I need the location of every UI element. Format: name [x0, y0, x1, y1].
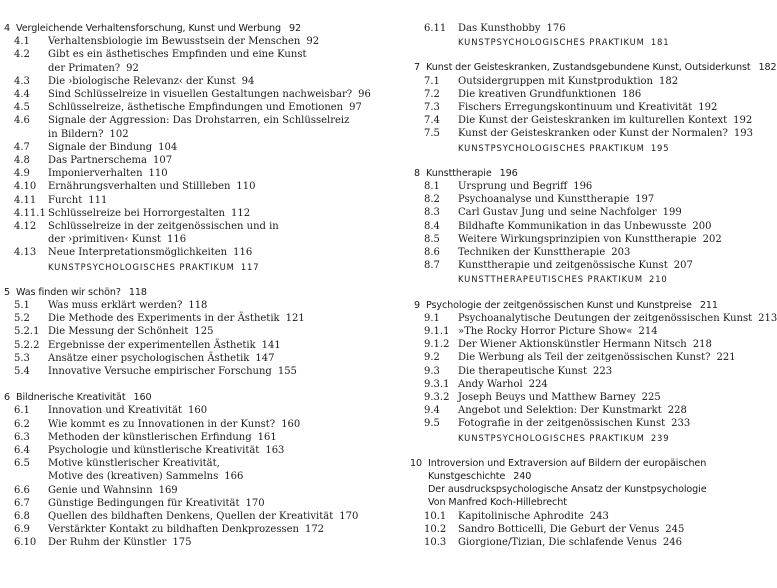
section-title: Signale der Aggression: Das Drohstarren, ein Schlüsselreiz — [48, 115, 350, 127]
page-number: 195 — [650, 142, 670, 153]
page-number: 182 — [758, 62, 777, 74]
page-number: 243 — [589, 510, 609, 522]
section-number: 8.2 — [424, 194, 440, 206]
section-number: 6.9 — [14, 524, 30, 536]
section-number: 7.2 — [424, 88, 440, 100]
section-number: 8.4 — [424, 220, 440, 232]
section-number: 9.2 — [424, 352, 440, 364]
section-number: 5.2 — [14, 313, 30, 325]
page-number: 92 — [288, 23, 301, 34]
page-number: 199 — [662, 207, 682, 219]
section-number: 6.11 — [424, 23, 447, 34]
section-number: 6.10 — [14, 537, 37, 549]
section-title: Gibt es ein ästhetisches Empfinden und eine Kunst — [48, 49, 307, 61]
praktikum-title: KUNSTPSYCHOLOGISCHES PRAKTIKUM 117 — [48, 261, 260, 272]
chapter-number: 7 — [414, 62, 421, 74]
section-number: 10.1 — [424, 510, 447, 522]
page-number: 160 — [187, 405, 208, 417]
section-number: 9.1 — [424, 312, 440, 324]
section-title: Outsidergruppen mit Kunstproduktion 182 — [458, 75, 679, 87]
section-number: 4.11.1 — [14, 207, 46, 219]
section-number: 7.5 — [424, 128, 440, 140]
section-title: der ›primitiven‹ Kunst 116 — [48, 234, 187, 246]
page-number: 92 — [126, 62, 139, 74]
page-number: 170 — [245, 497, 265, 509]
section-number: 10.3 — [424, 537, 447, 548]
page-number: 228 — [667, 405, 687, 417]
page-number: 197 — [635, 194, 655, 206]
section-title: Furcht 111 — [48, 194, 108, 206]
section-number: 4.5 — [14, 102, 30, 114]
section-number: 4.9 — [14, 168, 30, 180]
page-number: 172 — [304, 524, 325, 536]
section-number: 8.6 — [424, 247, 440, 258]
section-title: Psychologie und künstlerische Kreativität 163 — [48, 445, 285, 456]
section-number: 5.3 — [14, 352, 30, 364]
chapter-number: 10 — [410, 457, 423, 469]
page-number: 111 — [88, 194, 108, 206]
praktikum-title: KUNSTPSYCHOLOGISCHES PRAKTIKUM 195 — [458, 142, 670, 153]
section-number: 6.1 — [14, 405, 30, 417]
section-title: Die Kunst der Geisteskranken im kulturellen Kontext 192 — [458, 115, 753, 127]
chapter-title: Der ausdruckspsychologische Ansatz der Kunstpsychologie — [428, 484, 707, 496]
chapter-title: Von Manfred Koch-Hillebrecht — [428, 497, 567, 509]
section-title: Schlüsselreize bei Horrorgestalten 112 — [48, 207, 251, 219]
section-number: 8.5 — [424, 233, 440, 245]
section-title: Ansätze einer psychologischen Ästhetik 147 — [48, 352, 275, 364]
section-title: Die therapeutische Kunst 223 — [458, 365, 613, 377]
page-number: 110 — [236, 181, 256, 193]
page-number: 192 — [698, 102, 718, 113]
section-title: Giorgione/Tizian, Die schlafende Venus 246 — [458, 537, 682, 548]
toc-chapter — [414, 299, 718, 313]
page-number: 116 — [233, 247, 253, 259]
toc-chapter-continuation — [428, 470, 531, 484]
section-number: 4.3 — [14, 75, 30, 87]
section-number: 4.1 — [14, 36, 30, 48]
page-number: 224 — [528, 378, 548, 390]
section-number: 5.4 — [14, 366, 30, 377]
section-title: Innovative Versuche empirischer Forschung 155 — [48, 366, 297, 377]
section-title: Fischers Erregungskontinuum und Kreativität 192 — [458, 102, 718, 113]
section-title: Verhaltensbiologie im Bewusstsein der Menschen 92 — [48, 36, 320, 48]
page-number: 166 — [224, 471, 244, 483]
page-number: 218 — [692, 339, 712, 351]
page-number: 155 — [277, 366, 297, 377]
section-title: Sandro Botticelli, Die Geburt der Venus 245 — [458, 523, 685, 535]
section-number: 9.5 — [424, 418, 440, 430]
page-number: 202 — [702, 233, 722, 245]
section-number: 8.7 — [424, 260, 440, 272]
page-number: 125 — [194, 326, 214, 338]
chapter-number: 9 — [414, 299, 421, 311]
section-number: 8.1 — [424, 181, 440, 192]
page-number: 200 — [692, 220, 712, 232]
page-number: 92 — [306, 36, 320, 48]
section-title: Die Methode des Experiments in der Ästhetik 121 — [48, 313, 305, 325]
chapter-title: Bildnerische Kreativität — [16, 392, 126, 404]
page-number: 176 — [546, 23, 566, 34]
section-title: Ergebnisse der experimentellen Ästhetik 141 — [48, 339, 281, 351]
page-number: 239 — [650, 432, 670, 443]
section-title: Ernährungsverhalten und Stillleben 110 — [48, 181, 256, 193]
page-number: 160 — [281, 418, 301, 430]
section-title: Neue Interpretationsmöglichkeiten 116 — [48, 247, 253, 259]
page-number: 225 — [641, 392, 661, 403]
page-number: 213 — [758, 312, 777, 324]
section-title: Methoden der künstlerischen Erfindung 161 — [48, 431, 277, 443]
section-number: 9.1.1 — [424, 326, 450, 337]
page-number: 97 — [349, 102, 362, 114]
page-number: 223 — [592, 365, 613, 377]
section-number: 5.2.2 — [14, 339, 40, 351]
toc-chapter — [4, 286, 147, 300]
section-number: 6.2 — [14, 418, 30, 430]
section-title: in Bildern? 102 — [48, 128, 129, 140]
toc-chapter — [410, 457, 706, 471]
page-number: 192 — [733, 115, 753, 127]
section-title: Motive künstlerischer Kreativität, — [48, 458, 220, 470]
page-number: 141 — [261, 339, 281, 351]
page-number: 118 — [128, 286, 147, 298]
page-number: 118 — [188, 300, 208, 311]
chapter-title: Kunstgeschichte — [428, 471, 506, 482]
section-title: Schlüsselreize in der zeitgenössischen und in — [48, 221, 279, 232]
chapter-number: 4 — [4, 23, 11, 34]
section-title: Der Wiener Aktionskünstler Hermann Nitsch 218 — [458, 339, 712, 351]
page-number: 193 — [733, 128, 753, 140]
chapter-number: 5 — [4, 286, 11, 298]
section-number: 6.3 — [14, 431, 30, 443]
section-title: Der Ruhm der Künstler 175 — [48, 537, 192, 549]
section-title: Bildhafte Kommunikation in das Unbewusste 200 — [458, 220, 712, 232]
section-title: Kunst der Geisteskranken oder Kunst der Normalen? 193 — [458, 128, 753, 140]
page-number: 110 — [148, 168, 168, 180]
section-title: Schlüsselreize, ästhetische Empfindungen und Emotionen 97 — [48, 102, 362, 114]
page-number: 210 — [648, 274, 668, 285]
section-title: Die Werbung als Teil der zeitgenössischen Kunst? 221 — [458, 352, 736, 364]
page-number: 211 — [699, 299, 718, 311]
section-title: Psychoanalytische Deutungen der zeitgenössischen Kunst 213 — [458, 312, 777, 324]
section-number: 9.1.2 — [424, 339, 450, 351]
page-number: 147 — [255, 352, 275, 364]
page-number: 117 — [240, 261, 260, 272]
section-title: Das Kunsthobby 176 — [458, 23, 566, 34]
page-number: 246 — [662, 537, 682, 548]
chapter-number: 6 — [4, 392, 11, 404]
chapter-number: 8 — [414, 167, 421, 179]
page-number: 112 — [230, 207, 251, 219]
page-number: 182 — [659, 75, 679, 87]
section-title: Carl Gustav Jung und seine Nachfolger 199 — [458, 207, 682, 219]
section-number: 7.4 — [424, 115, 440, 127]
section-title: Die ›biologische Relevanz‹ der Kunst 94 — [48, 75, 255, 87]
section-title: Quellen des bildhaften Denkens, Quellen der Kreativität 170 — [48, 511, 359, 522]
section-number: 6.6 — [14, 484, 30, 496]
section-title: »The Rocky Horror Picture Show« 214 — [458, 326, 658, 337]
section-number: 5.1 — [14, 300, 30, 311]
toc-chapter — [4, 391, 152, 405]
page-number: 233 — [671, 418, 691, 430]
section-title: Psychoanalyse und Kunsttherapie 197 — [458, 194, 655, 206]
page-number: 116 — [167, 234, 187, 246]
section-title: Verstärkter Kontakt zu bildhaften Denkprozessen 172 — [48, 524, 325, 536]
section-number: 9.3 — [424, 365, 440, 377]
page-number: 214 — [638, 326, 658, 337]
toc-chapter-continuation — [428, 483, 707, 497]
page-number: 170 — [339, 511, 359, 522]
page-number: 186 — [622, 88, 642, 100]
section-number: 4.12 — [14, 221, 37, 232]
chapter-title: Was finden wir schön? — [16, 286, 121, 298]
praktikum-title: KUNSTPSYCHOLOGISCHES PRAKTIKUM 239 — [458, 432, 670, 443]
section-number: 6.8 — [14, 511, 30, 522]
toc-chapter — [4, 22, 301, 36]
toc-chapter — [414, 167, 518, 181]
section-title: Genie und Wahnsinn 169 — [48, 484, 178, 496]
section-number: 9.3.1 — [424, 378, 450, 390]
section-title: Was muss erklärt werden? 118 — [48, 300, 208, 311]
section-title: Techniken der Kunsttherapie 203 — [458, 247, 631, 258]
section-number: 6.4 — [14, 445, 30, 456]
page-number: 203 — [611, 247, 631, 258]
section-title: der Primaten? 92 — [48, 62, 139, 74]
page-number: 196 — [499, 167, 518, 179]
section-number: 9.4 — [424, 405, 440, 417]
chapter-title: Psychologie der zeitgenössischen Kunst und Kunstpreise — [426, 299, 692, 311]
page-number: 245 — [665, 523, 685, 535]
page-number: 102 — [109, 128, 129, 140]
chapter-title: Introversion und Extraversion auf Bildern der europäischen — [428, 457, 707, 469]
section-number: 9.3.2 — [424, 392, 450, 403]
section-title: Imponierverhalten 110 — [48, 168, 168, 180]
page-number: 121 — [285, 313, 305, 325]
section-title: Kapitolinische Aphrodite 243 — [458, 510, 609, 522]
section-number: 4.10 — [14, 181, 37, 193]
section-number: 7.3 — [424, 102, 440, 113]
page-number: 94 — [241, 75, 255, 87]
section-title: Kunsttherapie und zeitgenössische Kunst 207 — [458, 260, 693, 272]
section-number: 7.1 — [424, 75, 440, 87]
page-number: 107 — [153, 155, 173, 166]
section-title: Joseph Beuys und Matthew Barney 225 — [458, 392, 661, 403]
section-number: 5.2.1 — [14, 326, 40, 338]
praktikum-title: KUNSTPSYCHOLOGISCHES PRAKTIKUM 181 — [458, 37, 670, 48]
page-number: 104 — [158, 141, 178, 153]
section-number: 4.2 — [14, 49, 30, 61]
section-number: 4.11 — [14, 194, 37, 206]
section-title: Weitere Wirkungsprinzipien von Kunsttherapie 202 — [458, 233, 722, 245]
page-number: 207 — [673, 260, 693, 272]
section-title: Innovation und Kreativität 160 — [48, 405, 208, 417]
page-number: 196 — [573, 181, 593, 192]
section-number: 6.5 — [14, 458, 30, 470]
section-number: 4.6 — [14, 115, 30, 127]
section-title: Andy Warhol 224 — [458, 378, 548, 390]
section-number: 4.13 — [14, 247, 37, 259]
section-title: Ursprung und Begriff 196 — [458, 181, 593, 192]
page-number: 160 — [133, 392, 152, 404]
section-title: Das Partnerschema 107 — [48, 155, 173, 166]
section-title: Fotografie in der zeitgenössischen Kunst 233 — [458, 418, 691, 430]
section-title: Die Messung der Schönheit 125 — [48, 326, 214, 338]
section-title: Die kreativen Grundfunktionen 186 — [458, 88, 642, 100]
section-title: Motive des (kreativen) Sammelns 166 — [48, 471, 244, 483]
page-number: 240 — [513, 471, 532, 482]
page-number: 163 — [265, 445, 285, 456]
page-number: 96 — [358, 89, 371, 100]
section-number: 4.7 — [14, 141, 30, 153]
section-number: 4.4 — [14, 89, 30, 100]
section-title: Angebot und Selektion: Der Kunstmarkt 228 — [458, 405, 687, 417]
page-number: 175 — [172, 537, 192, 549]
chapter-title: Kunsttherapie — [426, 167, 492, 179]
toc-chapter-continuation — [428, 496, 567, 510]
page-number: 221 — [716, 352, 736, 364]
section-number: 6.7 — [14, 497, 30, 509]
page-number: 169 — [158, 484, 178, 496]
section-number: 4.8 — [14, 155, 30, 166]
section-title: Wie kommt es zu Innovationen in der Kunst? 160 — [48, 418, 301, 430]
chapter-title: Kunst der Geisteskranken, Zustandsgebundene Kunst, Outsiderkunst — [426, 62, 751, 74]
praktikum-title: KUNSTTHERAPEUTISCHES PRAKTIKUM 210 — [458, 274, 668, 285]
section-title: Sind Schlüsselreize in visuellen Gestaltungen nachweisbar? 96 — [48, 89, 371, 100]
section-title: Signale der Bindung 104 — [48, 141, 178, 153]
page-number: 161 — [257, 431, 277, 443]
toc-chapter — [414, 61, 777, 75]
section-number: 10.2 — [424, 523, 447, 535]
section-number: 8.3 — [424, 207, 440, 219]
section-title: Günstige Bedingungen für Kreativität 170 — [48, 497, 265, 509]
chapter-title: Vergleichende Verhaltensforschung, Kunst und Werbung — [16, 23, 281, 34]
page-number: 181 — [650, 37, 670, 48]
